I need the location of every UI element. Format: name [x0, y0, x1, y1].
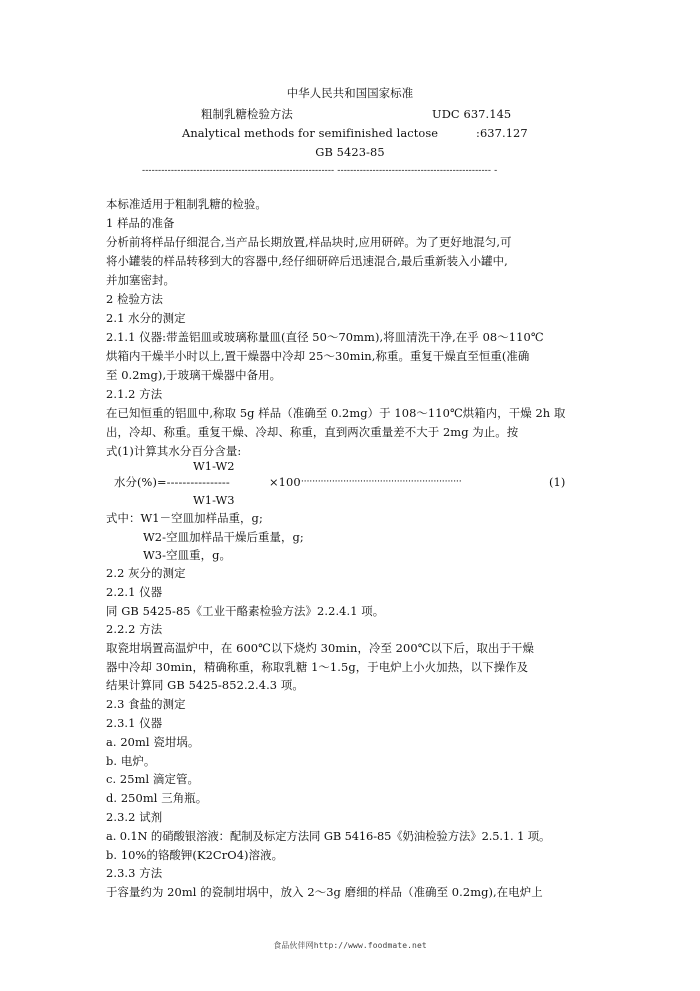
formula-times-100: ×100 [269, 475, 301, 489]
section-2-1-heading: 2.1 水分的测定 [106, 311, 186, 325]
formula-denominator: W1-W3 [193, 493, 235, 507]
formula-lhs: 水分(%)=---------------- [114, 475, 230, 489]
standard-number: GB 5423-85 [315, 145, 385, 159]
section-2-1-2-line-2: 出，冷却、称重。重复干燥、冷却、称重，直到两次重量差不大于 2mg 为止。按 [106, 425, 519, 439]
formula-leader-dots: ·························································· [298, 476, 462, 487]
section-2-1-2-line-3: 式(1)计算其水分百分含量: [106, 444, 242, 458]
footer-watermark: 食品伙伴网http://www.foodmate.net [273, 941, 427, 950]
where-line-3: W3-空皿重，g。 [143, 548, 231, 562]
section-2-2-heading: 2.2 灰分的测定 [106, 566, 186, 580]
list-item-c: c. 25ml 滴定管。 [106, 772, 199, 786]
section-2-2-1-line-1: 同 GB 5425-85《工业干酪素检验方法》2.2.4.1 项。 [106, 604, 385, 618]
section-2-1-1-line-2: 烘箱内干燥半小时以上,置干燥器中冷却 25～30min,称重。重复干燥直至恒重(准确 [106, 349, 530, 363]
section-2-heading: 2 检验方法 [106, 292, 164, 306]
section-2-2-2-heading: 2.2.2 方法 [106, 622, 163, 636]
formula-equation-number: (1) [549, 475, 566, 489]
section-2-1-2-line-1: 在已知恒重的铝皿中,称取 5g 样品（准确至 0.2mg）于 108～110℃烘箱内，干燥 2h 取 [106, 406, 566, 420]
section-2-3-2-heading: 2.3.2 试剂 [106, 810, 163, 824]
section-2-3-heading: 2.3 食盐的测定 [106, 697, 186, 711]
where-line-2: W2-空皿加样品干燥后重量，g; [143, 530, 304, 544]
section-2-2-1-heading: 2.2.1 仪器 [106, 585, 163, 599]
section-2-2-2-line-2: 器中冷却 30min，精确称重，称取乳糖 1～1.5g，于电炉上小火加热，以下操作及 [106, 660, 529, 674]
list-item-d: d. 250ml 三角瓶。 [106, 791, 208, 805]
section-2-1-2-heading: 2.1.2 方法 [106, 387, 163, 401]
list-item-a: a. 20ml 瓷坩埚。 [106, 735, 200, 749]
section-2-3-3-heading: 2.3.3 方法 [106, 866, 163, 880]
scope-paragraph: 本标准适用于粗制乳糖的检验。 [106, 197, 267, 211]
section-2-3-1-heading: 2.3.1 仪器 [106, 716, 163, 730]
reagent-item-b: b. 10%的铬酸钾(K2CrO4)溶液。 [106, 848, 284, 862]
list-item-b: b. 电炉。 [106, 754, 156, 768]
section-1-heading: 1 样品的准备 [106, 216, 175, 230]
formula-numerator: W1-W2 [193, 459, 235, 473]
section-2-2-2-line-1: 取瓷坩埚置高温炉中，在 600℃以下烧灼 30min，冷至 200℃以下后，取出于干燥 [106, 641, 534, 655]
udc-code-2: :637.127 [476, 126, 528, 140]
where-line-1: 式中：W1－空皿加样品重，g; [106, 511, 263, 525]
section-2-1-1-line-3: 至 0.2mg),于玻璃干燥器中备用。 [106, 368, 282, 382]
section-1-line-3: 并加塞密封。 [106, 273, 175, 287]
document-title-en: Analytical methods for semifinished lactose [182, 126, 439, 140]
document-title-cn: 粗制乳糖检验方法 [201, 107, 293, 121]
section-2-1-1-line-1: 2.1.1 仪器:带盖铝皿或玻璃称量皿(直径 50～70mm),将皿清洗干净,在乎 08～110℃ [106, 330, 544, 344]
section-1-line-1: 分析前将样品仔细混合,当产品长期放置,样品块时,应用研碎。为了更好地混匀,可 [106, 235, 512, 249]
section-2-2-2-line-3: 结果计算同 GB 5425-852.2.4.3 项。 [106, 678, 304, 692]
standard-org-title: 中华人民共和国国家标准 [286, 86, 414, 100]
section-2-3-3-line-1: 于容量约为 20ml 的瓷制坩埚中，放入 2～3g 磨细的样品（准确至 0.2mg),在电炉上 [106, 885, 543, 899]
header-divider: ------------------------------------------------------------ ------------------------------------------------ - [142, 165, 498, 176]
reagent-item-a: a. 0.1N 的硝酸银溶液：配制及标定方法同 GB 5416-85《奶油检验方法》2.5.1. 1 项。 [106, 829, 551, 843]
section-1-line-2: 将小罐装的样品转移到大的容器中,经仔细研碎后迅速混合,最后重新装入小罐中, [106, 254, 508, 268]
udc-code-1: UDC 637.145 [432, 107, 512, 121]
